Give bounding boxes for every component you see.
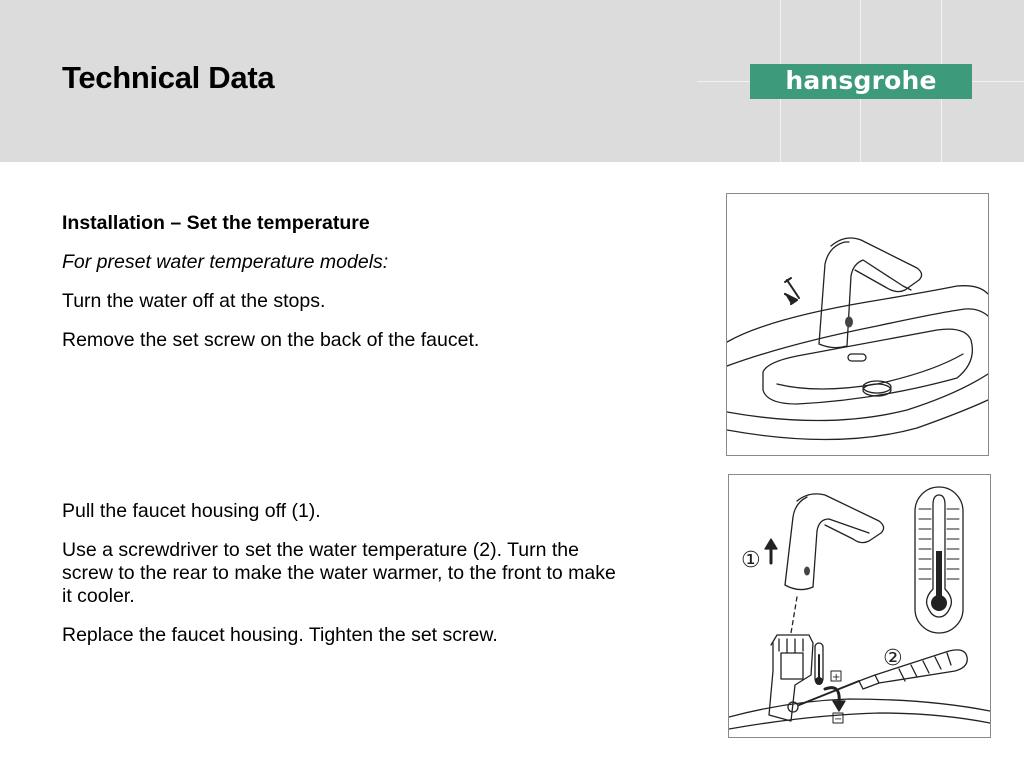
header-band — [0, 0, 1024, 162]
instruction-step: Replace the faucet housing. Tighten the set screw. — [62, 624, 498, 646]
section-set-temperature — [62, 212, 622, 368]
instruction-step: Remove the set screw on the back of the faucet. — [62, 329, 480, 351]
temperature-adjust-illustration — [728, 474, 991, 738]
callout-1-label: ① — [741, 548, 761, 573]
section-adjust-temperature — [62, 500, 622, 663]
faucet-sink-illustration — [726, 193, 989, 456]
plus-sign: + — [832, 672, 841, 683]
callout-2-label: ② — [883, 646, 903, 671]
hansgrohe-logo: hansgrohe — [750, 64, 972, 99]
instruction-step: Pull the faucet housing off (1). — [62, 500, 321, 522]
instruction-step: Use a screwdriver to set the water temperature (2). Turn the screw to the rear to make the water warmer, to the front to make it cooler. — [62, 539, 616, 607]
section-heading: Installation – Set the temperature — [62, 212, 370, 234]
section-subheading: For preset water temperature models: — [62, 251, 389, 273]
page-title: Technical Data — [62, 60, 275, 95]
instruction-step: Turn the water off at the stops. — [62, 290, 326, 312]
minus-sign: − — [834, 714, 843, 725]
